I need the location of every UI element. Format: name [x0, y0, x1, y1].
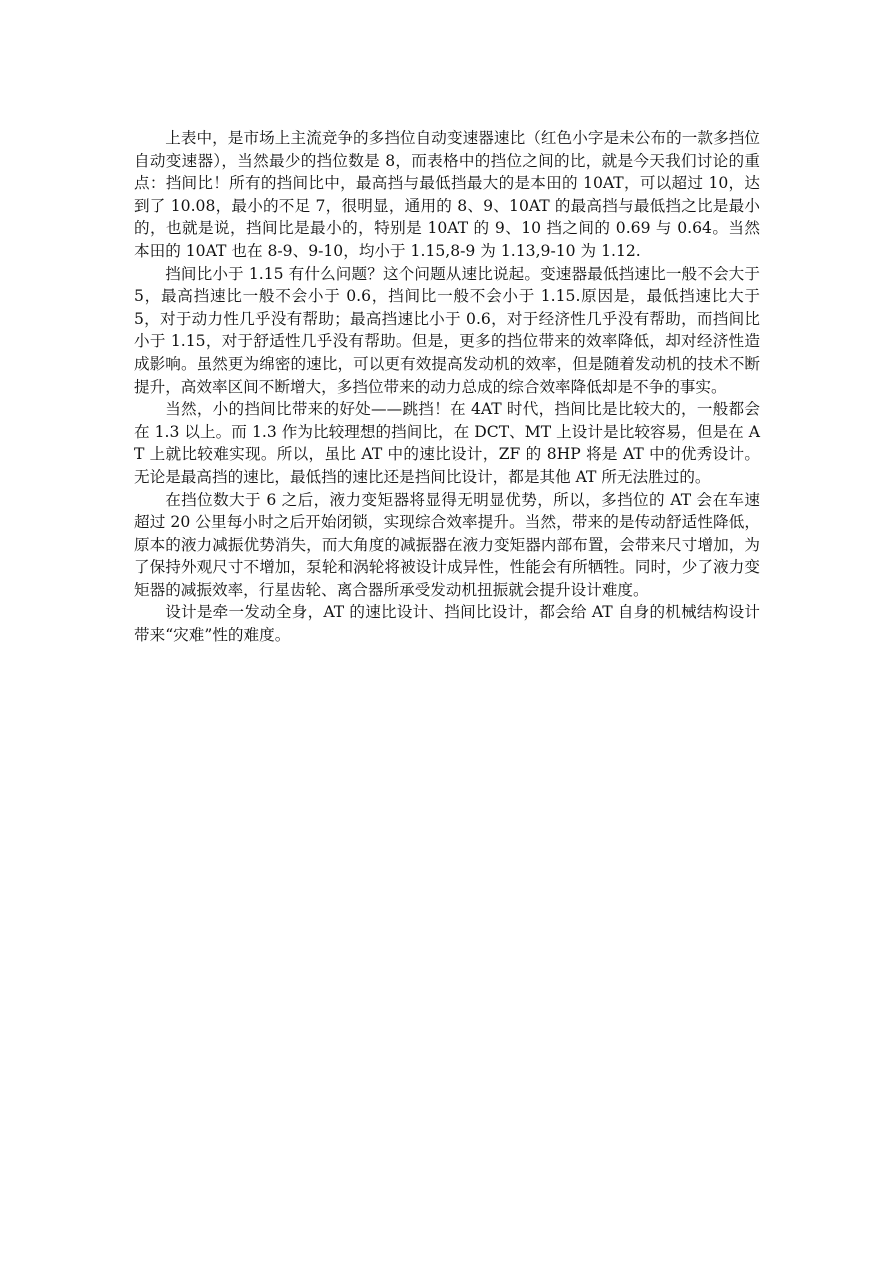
- paragraph-4: 在挡位数大于 6 之后，液力变矩器将显得无明显优势，所以，多挡位的 AT 会在车速超过 20 公里每小时之后开始闭锁，实现综合效率提升。当然，带来的是传动舒适性降低，原本的液力减振优势消失，而大角度的减振器在液力变矩器内部布置，会带来尺寸增加，为了保持外观尺寸不增加，泵轮和涡轮将被设计成异性，性能会有所牺牲。同时，少了液力变矩器的减振效率，行星齿轮、离合器所承受发动机扭振就会提升设计难度。: [134, 490, 760, 599]
- paragraph-2: 挡间比小于 1.15 有什么问题？这个问题从速比说起。变速器最低挡速比一般不会大于 5，最高挡速比一般不会小于 0.6，挡间比一般不会小于 1.15.原因是，最低挡速比大于 5，对于动力性几乎没有帮助；最高挡速比小于 0.6，对于经济性几乎没有帮助，而挡间比小于 1.15，对于舒适性几乎没有帮助。但是，更多的挡位带来的效率降低，却对经济性造成影响。虽然更为绵密的速比，可以更有效提高发动机的效率，但是随着发动机的技术不断提升，高效率区间不断增大，多挡位带来的动力总成的综合效率降低却是不争的事实。: [134, 264, 760, 396]
- paragraph-5: 设计是牵一发动全身，AT 的速比设计、挡间比设计，都会给 AT 自身的机械结构设计带来“灾难”性的难度。: [134, 603, 760, 645]
- document-body: [134, 127, 760, 647]
- paragraph-1: 上表中，是市场上主流竞争的多挡位自动变速器速比（红色小字是未公布的一款多挡位自动变速器），当然最少的挡位数是 8，而表格中的挡位之间的比，就是今天我们讨论的重点：挡间比！所有的挡间比中，最高挡与最低挡最大的是本田的 10AT，可以超过 10，达到了 10.08，最小的不足 7，很明显，通用的 8、9、10AT 的最高挡与最低挡之比是最小的，也就是说，挡间比是最小的，特别是 10AT 的 9、10 挡之间的 0.69 与 0.64。当然本田的 10AT 也在 8-9、9-10，均小于 1.15,8-9 为 1.13,9-10 为 1.12.: [134, 129, 760, 260]
- paragraph-3: 当然，小的挡间比带来的好处——跳挡！在 4AT 时代，挡间比是比较大的，一般都会在 1.3 以上。而 1.3 作为比较理想的挡间比，在 DCT、MT 上设计是比较容易，但是在 AT 上就比较难实现。所以，虽比 AT 中的速比设计，ZF 的 8HP 将是 AT 中的优秀设计。无论是最高挡的速比，最低挡的速比还是挡间比设计，都是其他 AT 所无法胜过的。: [134, 400, 760, 486]
